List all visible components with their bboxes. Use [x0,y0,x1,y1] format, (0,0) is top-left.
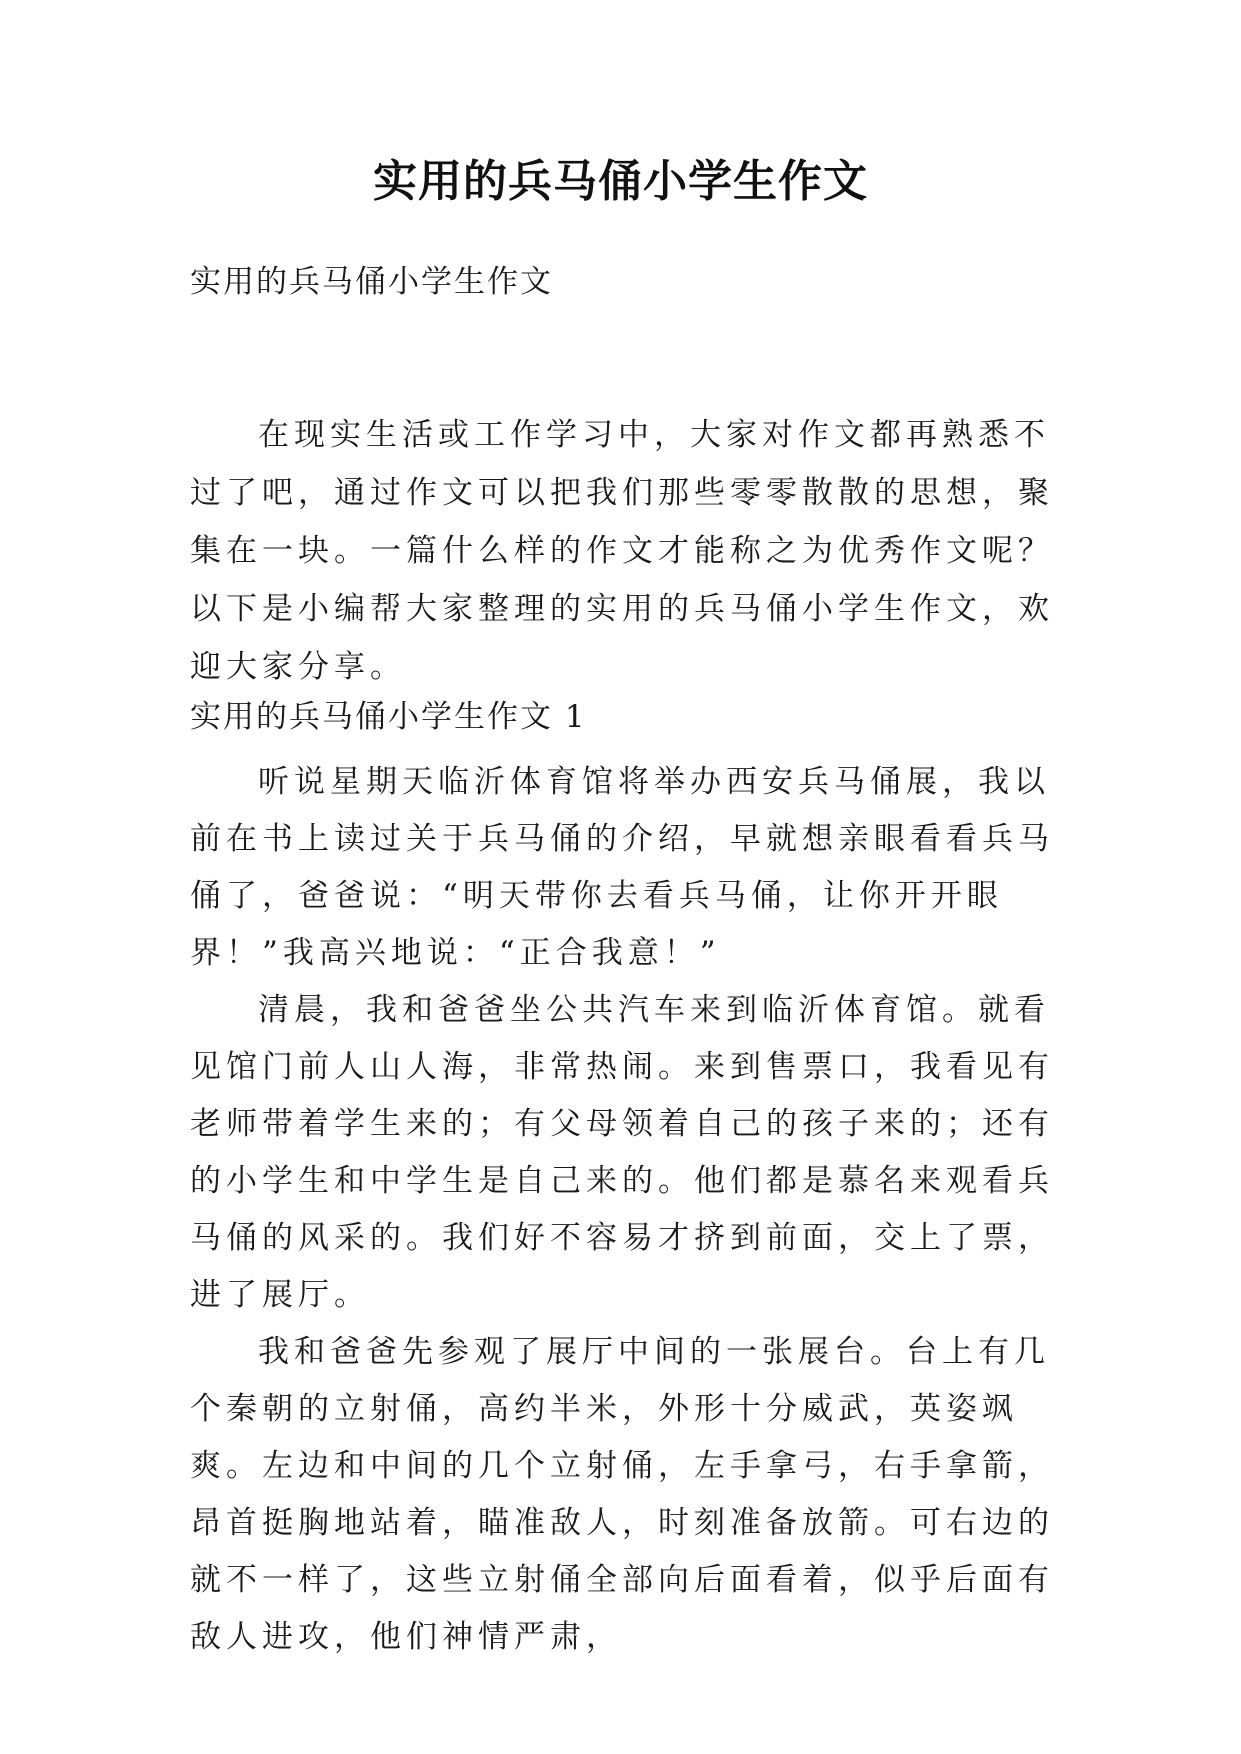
document-title: 实用的兵马俑小学生作文 [373,156,868,207]
section-heading: 实用的兵马俑小学生作文 1 [190,699,587,735]
essay-paragraph: 我和爸爸先参观了展厅中间的一张展台。台上有几个秦朝的立射俑，高约半米，外形十分威武，英姿飒爽。左边和中间的几个立射俑，左手拿弓，右手拿箭，昂首挺胸地站着，瞄准敌人，时刻准备放箭。可右边的就不一样了，这些立射俑全部向后面看着，似乎后面有敌人进攻，他们神情严肃， [190,1334,1054,1655]
essay-paragraph: 听说星期天临沂体育馆将举办西安兵马俑展，我以前在书上读过关于兵马俑的介绍，早就想亲眼看看兵马俑了，爸爸说：“明天带你去看兵马俑，让你开开眼界！”我高兴地说：“正合我意！” [190,764,1054,971]
essay-body [190,754,1060,1666]
document-subtitle: 实用的兵马俑小学生作文 [190,264,553,300]
intro-paragraph: 在现实生活或工作学习中，大家对作文都再熟悉不过了吧，通过作文可以把我们那些零零散散的思想，聚集在一块。一篇什么样的作文才能称之为优秀作文呢？以下是小编帮大家整理的实用的兵马俑小学生作文，欢迎大家分享。 [190,417,1054,685]
essay-paragraph: 清晨，我和爸爸坐公共汽车来到临沂体育馆。就看见馆门前人山人海，非常热闹。来到售票口，我看见有老师带着学生来的；有父母领着自己的孩子来的；还有的小学生和中学生是自己来的。他们都是慕名来观看兵马俑的风采的。我们好不容易才挤到前面，交上了票，进了展厅。 [190,992,1054,1313]
